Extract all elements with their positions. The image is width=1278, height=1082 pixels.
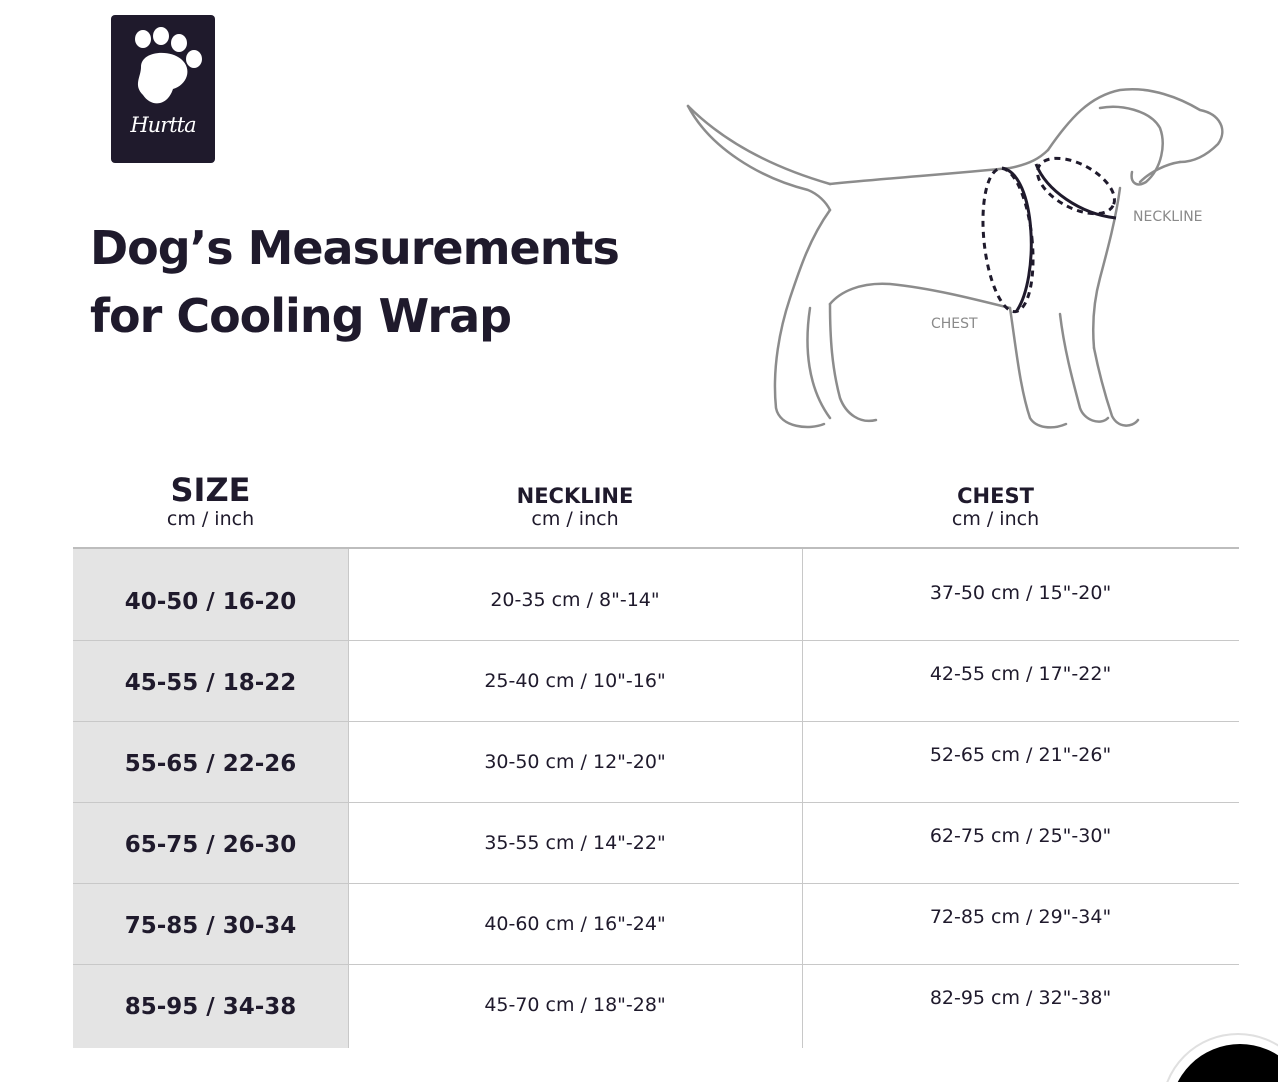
header-neckline-label: NECKLINE xyxy=(516,484,634,508)
brand-logo xyxy=(111,15,215,163)
header-chest xyxy=(802,484,1189,530)
page-title xyxy=(90,214,619,350)
header-neckline-unit: cm / inch xyxy=(531,508,619,530)
chest-cell: 42-55 cm / 17"-22" xyxy=(929,663,1112,685)
chat-widget-button[interactable] xyxy=(1160,1032,1278,1082)
table-row xyxy=(73,549,1239,641)
page-title-line-1: Dog’s Measurements xyxy=(90,221,619,275)
table-row xyxy=(73,803,1239,884)
neckline-cell: 35-55 cm / 14"-22" xyxy=(484,832,666,854)
header-chest-label: CHEST xyxy=(957,484,1034,508)
size-cell: 85-95 / 34-38 xyxy=(124,994,297,1020)
header-size-label: SIZE xyxy=(170,471,251,509)
neckline-cell: 20-35 cm / 8"-14" xyxy=(490,589,660,611)
neckline-label: NECKLINE xyxy=(1133,209,1203,225)
neckline-cell: 45-70 cm / 18"-28" xyxy=(484,994,666,1016)
size-cell: 45-55 / 18-22 xyxy=(124,670,297,696)
table-row xyxy=(73,641,1239,722)
header-neckline xyxy=(348,484,802,530)
size-table xyxy=(73,547,1239,1048)
neckline-cell: 30-50 cm / 12"-20" xyxy=(484,751,666,773)
page-title-line-2: for Cooling Wrap xyxy=(90,289,512,343)
size-cell: 55-65 / 22-26 xyxy=(124,751,297,777)
chest-cell: 62-75 cm / 25"-30" xyxy=(929,825,1112,847)
chest-cell: 52-65 cm / 21"-26" xyxy=(929,744,1112,766)
size-cell: 40-50 / 16-20 xyxy=(124,589,297,615)
dog-measurement-illustration xyxy=(680,78,1240,438)
size-cell: 65-75 / 26-30 xyxy=(124,832,297,858)
table-row xyxy=(73,722,1239,803)
chest-cell: 72-85 cm / 29"-34" xyxy=(929,906,1112,928)
table-row xyxy=(73,965,1239,1048)
header-size-unit: cm / inch xyxy=(166,508,255,530)
chest-cell: 82-95 cm / 32"-38" xyxy=(929,987,1112,1009)
table-row xyxy=(73,884,1239,965)
brand-logo-text: Hurtta xyxy=(130,113,196,137)
neckline-cell: 40-60 cm / 16"-24" xyxy=(484,913,666,935)
size-cell: 75-85 / 30-34 xyxy=(124,913,297,939)
chest-cell: 37-50 cm / 15"-20" xyxy=(929,582,1112,604)
header-size xyxy=(73,472,348,530)
header-chest-unit: cm / inch xyxy=(951,508,1040,530)
chest-label: CHEST xyxy=(931,316,978,332)
paw-icon xyxy=(111,15,215,163)
neckline-cell: 25-40 cm / 10"-16" xyxy=(484,670,666,692)
